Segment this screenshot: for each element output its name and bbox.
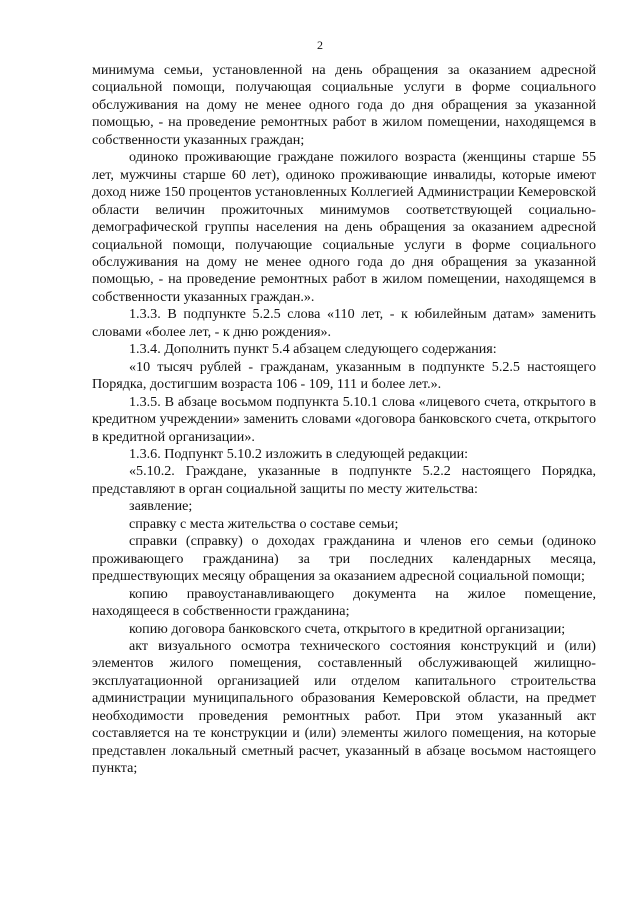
paragraph-1-3-3: 1.3.3. В подпункте 5.2.5 слова «110 лет, - к юбилейным датам» заменить словами «более лет, - к дню рождения». [92, 306, 596, 340]
list-item-residence-certificate: справку с места жительства о составе семьи; [129, 515, 399, 532]
page-number: 2 [317, 38, 323, 52]
paragraph-1-3-6: 1.3.6. Подпункт 5.10.2 изложить в следующей редакции: [129, 445, 469, 462]
paragraph-10-thousand: «10 тысяч рублей - гражданам, указанным в подпункте 5.2.5 настоящего Порядка, достигшим возраста 106 - 109, 111 и более лет.». [92, 358, 596, 393]
list-item-bank-account-contract: копию договора банковского счета, открытого в кредитной организации; [129, 620, 566, 637]
paragraph-lonely-elderly: одиноко проживающие граждане пожилого возраста (женщины старше 55 лет, мужчины старше 60 лет), одиноко проживающие инвалиды, которые имеют доход ниже 150 процентов установленных Коллегией Администрации Кемеровской области величин прожиточных минимумов соответствующей социально-демографической группы населения на день обращения за оказанием адресной социальной помощи, получающие социальные услуги в форме социального обслуживания на дому не менее одного года до дня обращения за указанной помощью, - на проведение ремонтных работ в жилом помещении, находящемся в собственности указанных граждан.». [92, 149, 596, 305]
paragraph-1-3-5: 1.3.5. В абзаце восьмом подпункта 5.10.1 слова «лицевого счета, открытого в кредитном учреждении» заменить словами «договора банковского счета, открытого в кредитной организации». [92, 393, 596, 445]
document-body [92, 62, 596, 778]
paragraph-continuation: минимума семьи, установленной на день обращения за оказанием адресной социальной помощи, получающая социальные услуги в форме социального обслуживания на дому не менее одного года до дня обращения за указанной помощью, - на проведение ремонтных работ в жилом помещении, находящемся в собственности указанных граждан; [92, 62, 596, 148]
list-item-application: заявление; [129, 498, 193, 515]
paragraph-5-10-2: «5.10.2. Граждане, указанные в подпункте 5.2.2 настоящего Порядка, представляют в орган социальной защиты по месту жительства: [92, 463, 596, 497]
list-item-income-certificates: справки (справку) о доходах гражданина и членов его семьи (одиноко проживающего гражданина) за три последних календарных месяца, предшествующих месяцу обращения за оказанием адресной социальной помощи; [92, 533, 596, 585]
list-item-inspection-act: акт визуального осмотра технического состояния конструкций и (или) элементов жилого помещения, составленный обслуживающей жилищно-эксплуатационной организацией или отделом капитального строительства администрации муниципального образования Кемеровской области, на предмет необходимости проведения ремонтных работ. При этом указанный акт составляется на те конструкции и (или) элементы жилого помещения, на которые представлен локальный сметный расчет, указанный в абзаце восьмом настоящего пункта; [92, 637, 596, 777]
list-item-title-document-copy: копию правоустанавливающего документа на жилое помещение, находящееся в собственности гражданина; [92, 585, 596, 620]
paragraph-1-3-4: 1.3.4. Дополнить пункт 5.4 абзацем следующего содержания: [129, 341, 497, 358]
